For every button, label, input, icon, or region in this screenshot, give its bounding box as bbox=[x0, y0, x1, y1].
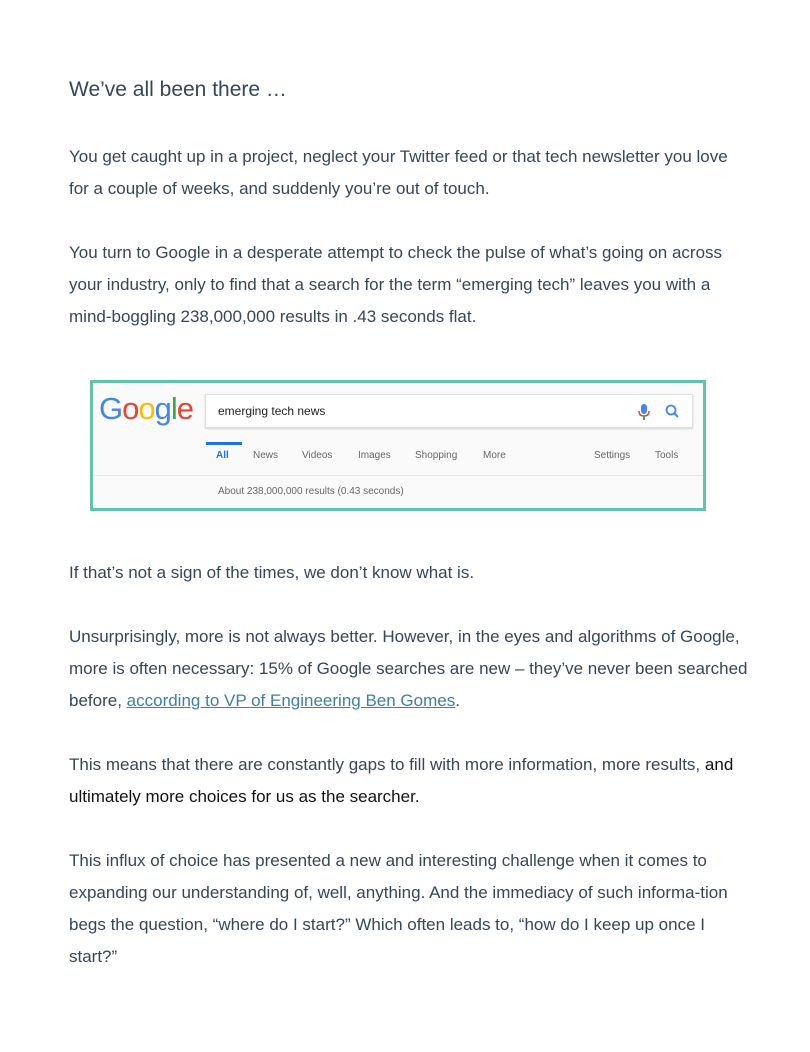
tab-videos[interactable]: Videos bbox=[302, 450, 333, 461]
paragraph-google-search: You turn to Google in a desperate attempt to check the pulse of what’s going on across your industry, only to find that a search for the term “emerging tech” leaves you with a mind-boggling 238,000,000 results in .43 seconds flat. bbox=[69, 243, 723, 326]
paragraph-text-end: . bbox=[455, 691, 460, 710]
google-logo: Google bbox=[99, 391, 194, 426]
tab-images[interactable]: Images bbox=[358, 450, 391, 461]
microphone-icon[interactable] bbox=[636, 403, 652, 421]
tab-all[interactable]: All bbox=[216, 450, 229, 461]
tab-tools[interactable]: Tools bbox=[655, 450, 679, 461]
search-tabs bbox=[93, 445, 703, 475]
search-input[interactable] bbox=[205, 394, 693, 428]
paragraph-out-of-touch: You get caught up in a project, neglect your Twitter feed or that tech newsletter you love for a couple of weeks, and suddenly you’re out of touch. bbox=[69, 147, 728, 198]
google-search-screenshot bbox=[90, 380, 706, 511]
paragraph-gaps-to-fill bbox=[69, 749, 749, 813]
paragraph-text: Unsurprisingly, more is not always better. However, in the eyes and algorithms of Google, more is often necessary: 15% of Google searches are new – they’ve never been searched before, bbox=[69, 627, 748, 710]
search-query-text: emerging tech news bbox=[218, 404, 326, 418]
paragraph-more-not-better bbox=[69, 621, 749, 717]
tabs-divider bbox=[93, 475, 703, 476]
tab-settings[interactable]: Settings bbox=[594, 450, 631, 461]
active-tab-indicator bbox=[206, 442, 242, 445]
ben-gomes-link[interactable]: according to VP of Engineering Ben Gomes bbox=[126, 691, 456, 710]
section-heading: We’ve all been there … bbox=[69, 78, 287, 101]
tab-shopping[interactable]: Shopping bbox=[415, 450, 458, 461]
tab-news[interactable]: News bbox=[253, 450, 279, 461]
paragraph-sign-of-times: If that’s not a sign of the times, we don’t know what is. bbox=[69, 563, 475, 582]
tab-more[interactable]: More bbox=[483, 450, 506, 461]
results-stats: About 238,000,000 results (0.43 seconds) bbox=[218, 486, 404, 497]
paragraph-influx-of-choice: This influx of choice has presented a new and interesting challenge when it comes to expanding our understanding of, well, anything. And the immediacy of such informa-tion begs the question, “where do I start?” Which often leads to, “how do I keep up once I start?” bbox=[69, 851, 728, 966]
paragraph-text-dark: and ultimately more choices for us as the searcher. bbox=[69, 755, 734, 806]
paragraph-text: This means that there are constantly gaps to fill with more information, more results, bbox=[69, 755, 701, 774]
search-icon[interactable] bbox=[664, 403, 680, 421]
